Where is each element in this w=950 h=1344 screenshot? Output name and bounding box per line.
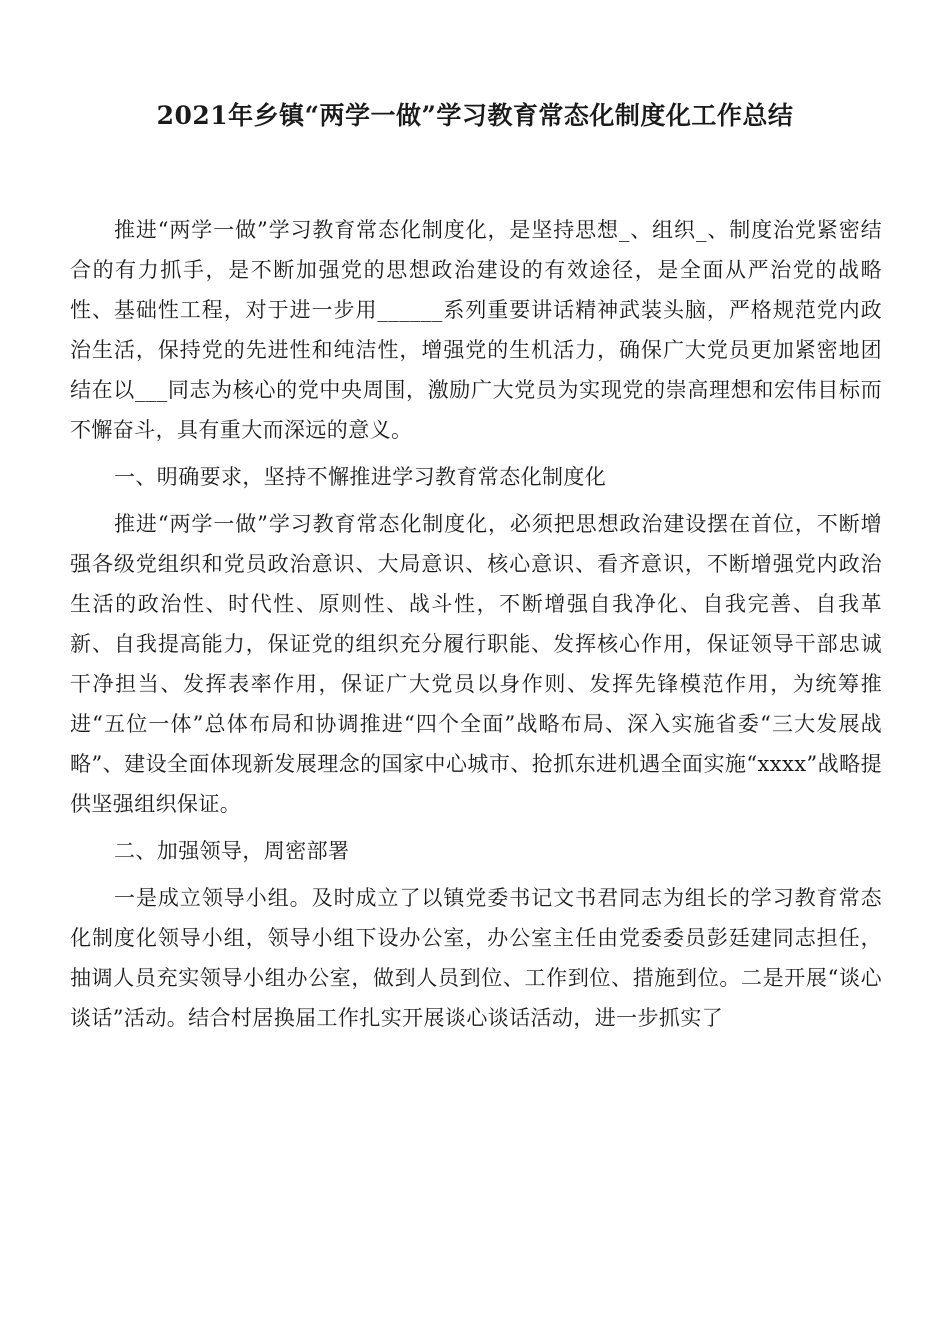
section-heading-1: 一、明确要求，坚持不懈推进学习教育常态化制度化 — [114, 465, 607, 489]
intro-paragraph: 推进“两学一做”学习教育常态化制度化，是坚持思想_、组织_、制度治党紧密结合的有力抓手，是不断加强党的思想政治建设的有效途径，是全面从严治党的战略性、基础性工程，对于进一步用______系列重要讲话精神武装头脑，严格规范党内政治生活，保持党的先进性和纯洁性，增强党的生机活力，确保广大党员更加紧密地团结在以___同志为核心的党中央周围，激励广大党员为实现党的崇高理想和宏伟目标而不懈奋斗，具有重大而深远的意义。 — [70, 218, 882, 442]
section-2-paragraph: 一是成立领导小组。及时成立了以镇党委书记文书君同志为组长的学习教育常态化制度化领导小组，领导小组下设办公室，办公室主任由党委委员彭廷建同志担任，抽调人员充实领导小组办公室，做到人员到位、工作到位、措施到位。二是开展“谈心谈话”活动。结合村居换届工作扎实开展谈心谈话活动，进一步抓实了 — [70, 886, 882, 1030]
document-body — [70, 210, 882, 1038]
document-title: 2021年乡镇“两学一做”学习教育常态化制度化工作总结 — [156, 101, 794, 130]
section-heading-2: 二、加强领导，周密部署 — [114, 839, 350, 863]
section-1-paragraph: 推进“两学一做”学习教育常态化制度化，必须把思想政治建设摆在首位，不断增强各级党组织和党员政治意识、大局意识、核心意识、看齐意识，不断增强党内政治生活的政治性、时代性、原则性、战斗性，不断增强自我净化、自我完善、自我革新、自我提高能力，保证党的组织充分履行职能、发挥核心作用，保证领导干部忠诚干净担当、发挥表率作用，保证广大党员以身作则、发挥先锋模范作用，为统筹推进“五位一体”总体布局和协调推进“四个全面”战略布局、深入实施省委“三大发展战略”、建设全面体现新发展理念的国家中心城市、抢抓东进机遇全面实施“xxxx”战略提供坚强组织保证。 — [70, 512, 882, 816]
